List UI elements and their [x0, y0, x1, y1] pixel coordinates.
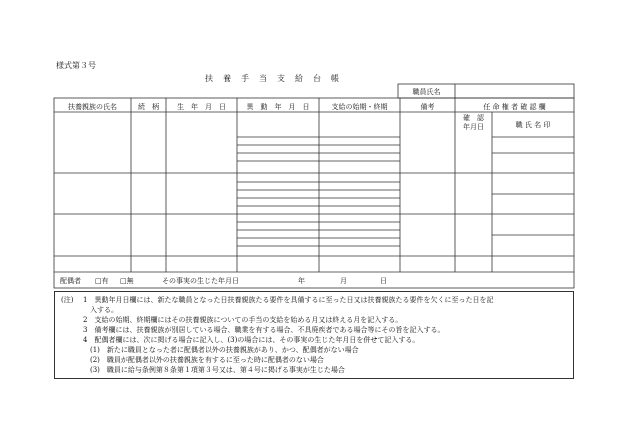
- spouse-yes-checkbox[interactable]: □有: [95, 277, 109, 285]
- form-number: 様式第３号: [56, 61, 96, 70]
- notes-prefix: (注): [61, 296, 74, 304]
- remarks-header: 備考: [420, 103, 435, 111]
- spouse-no-checkbox[interactable]: □無: [120, 277, 134, 285]
- note-line: (3) 職員に給与条例第８条第１項第３号又は、第４号に掲げる事実が生じた場合: [83, 366, 345, 374]
- note-line: 2 支給の始期、終期欄にはその扶養親族についての手当の支給を始める月又は終える月を記入する。: [83, 316, 403, 324]
- notes-box: [54, 291, 574, 379]
- note-line: 入する。: [83, 306, 118, 314]
- note-line: 3 備考欄には、扶養親族が別居している場合、職業を有する場合、不具廃疾者である場合等にその旨を記入する。: [83, 326, 445, 334]
- staff-seal-header: 職 氏 名 印: [515, 121, 551, 129]
- event-year-label: 年: [298, 277, 305, 285]
- confirmation-header: 任 命 権 者 確 認 欄: [483, 103, 546, 111]
- change-date-header: 異 動 年 月 日: [246, 103, 310, 111]
- form-title: 扶養手当支給台帳: [205, 74, 349, 83]
- note-line: (1) 新たに職員となった者に配偶者以外の扶養親族があり、かつ、配偶者がない場合: [83, 346, 359, 354]
- note-line: (2) 職員が配偶者以外の扶養親族を有するに至った時に配偶者のない場合: [83, 356, 324, 364]
- dependent-name-header: 扶養親族の氏名: [68, 103, 117, 111]
- birth-date-header: 生 年 月 日: [177, 103, 226, 111]
- note-line: 4 配偶者欄には、次に掲げる場合に記入し、(3)の場合には、その事実の生じた年月日を併せて記入する。: [83, 336, 420, 344]
- relationship-header: 続 柄: [138, 103, 159, 111]
- spouse-label: 配偶者: [60, 277, 81, 285]
- note-line: 1 異動年月日欄には、新たな職員となった日扶養親族たる要件を具備するに至った日又は扶養親族たる要件を欠くに至った日を記: [83, 296, 494, 304]
- event-date-label: その事実の生じた年月日: [162, 277, 239, 285]
- event-month-label: 月: [340, 277, 347, 285]
- event-day-label: 日: [380, 277, 387, 285]
- confirm-date-header: 確 認 年月日: [463, 114, 484, 131]
- payment-period-header: 支給の始期・終期: [331, 103, 388, 111]
- staff-name-label: 職員氏名: [412, 88, 441, 96]
